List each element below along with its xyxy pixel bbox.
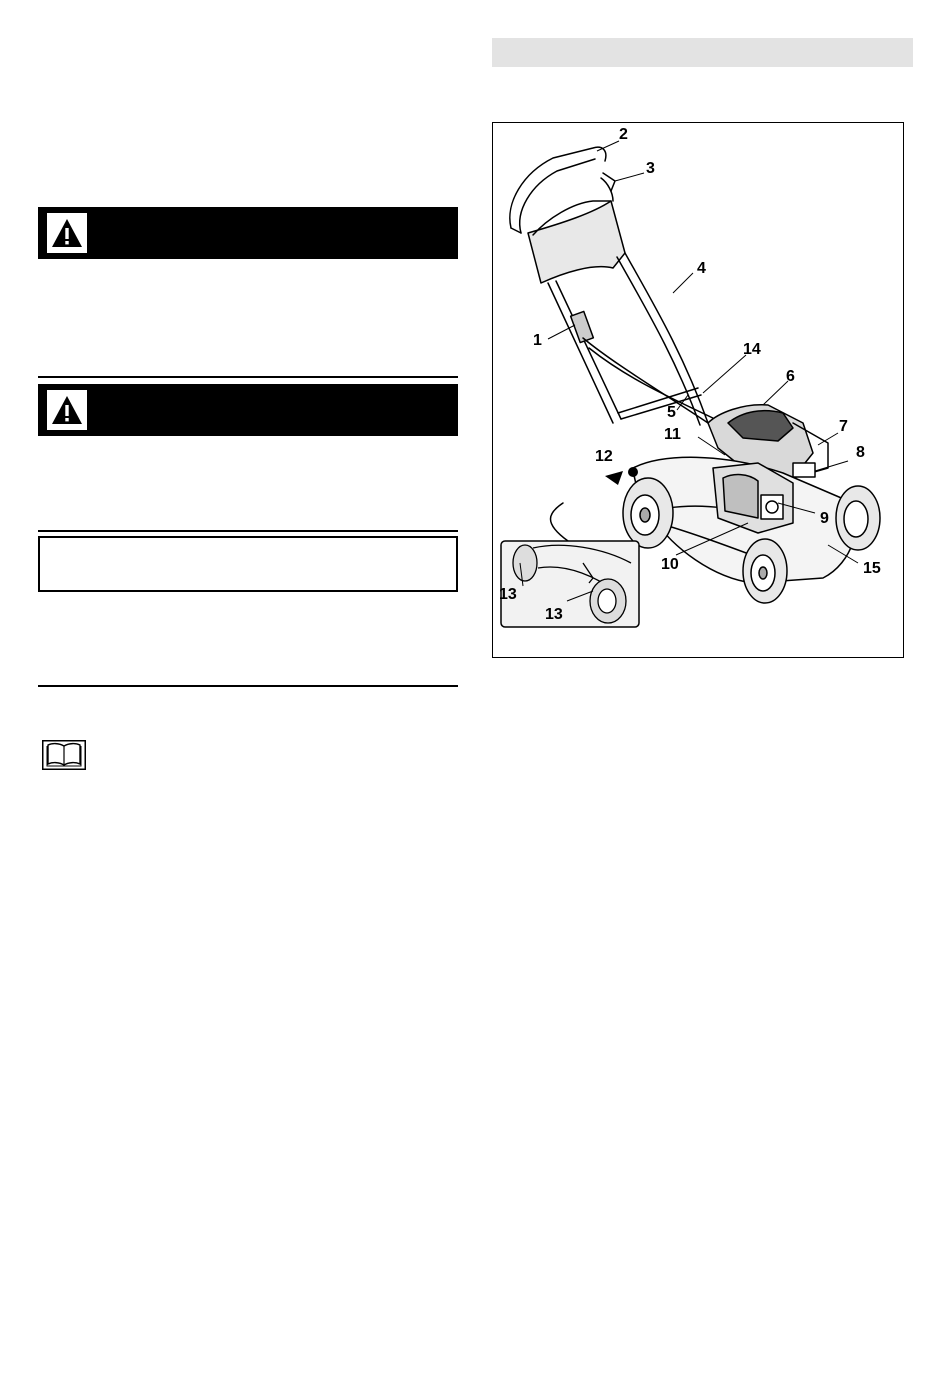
callout-label: 13 [545,606,563,623]
warning-banner-2 [38,384,458,436]
divider [38,685,458,687]
divider [38,530,458,532]
callout-label: 4 [697,260,706,277]
warning-triangle-icon [47,390,87,430]
callout-label: 2 [619,126,628,143]
callout-label: 8 [856,444,865,461]
lawn-mower-figure [492,122,904,658]
callout-label: 15 [863,560,881,577]
notice-box [38,536,458,592]
wheel-height-inset [501,541,639,627]
callout-label: 11 [664,426,681,443]
callout-label: 1 [533,332,542,349]
callout-label: 3 [646,160,655,177]
book-icon [42,740,86,770]
callout-label: 5 [667,404,676,421]
callout-label: 7 [839,418,848,435]
section-header [492,38,913,67]
divider [38,376,458,378]
callout-label: 13 [499,586,517,603]
warning-banner-1 [38,207,458,259]
warning-triangle-icon [47,213,87,253]
callout-label: 14 [743,341,761,358]
callout-label: 6 [786,368,795,385]
callout-label: 9 [820,510,829,527]
callout-label: 12 [595,448,613,465]
lawn-mower-illustration [493,123,903,657]
callout-label: 10 [661,556,679,573]
